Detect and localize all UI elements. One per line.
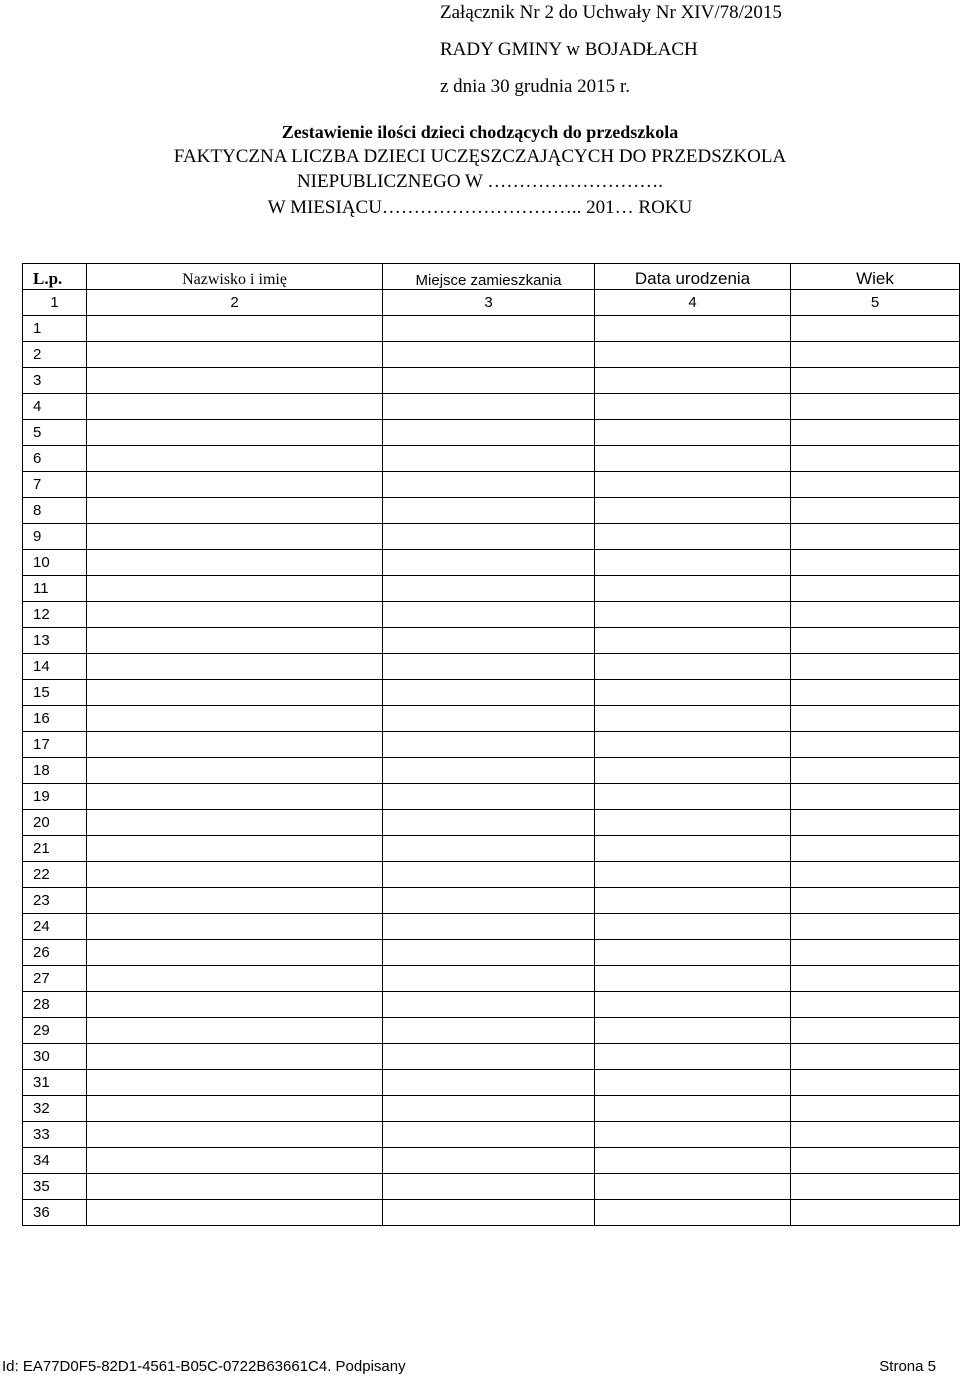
birth-date-cell[interactable] (595, 784, 791, 810)
table-row (23, 446, 960, 472)
residence-cell[interactable] (383, 1044, 595, 1070)
title-line-4: W MIESIĄCU………………………….. 201… ROKU (267, 197, 693, 218)
row-number: 28 (23, 992, 87, 1018)
row-number: 35 (23, 1174, 87, 1200)
birth-date-cell[interactable] (595, 1148, 791, 1174)
birth-date-cell[interactable] (595, 368, 791, 394)
row-number: 3 (23, 368, 87, 394)
birth-date-cell[interactable] (595, 1070, 791, 1096)
attachment-line: Załącznik Nr 2 do Uchwały Nr XIV/78/2015 (440, 2, 782, 23)
row-number: 16 (23, 706, 87, 732)
table-row (23, 966, 960, 992)
birth-date-cell[interactable] (595, 342, 791, 368)
age-cell[interactable] (791, 628, 960, 654)
row-number: 6 (23, 446, 87, 472)
table-body (23, 290, 960, 1226)
birth-date-cell[interactable] (595, 810, 791, 836)
birth-date-cell[interactable] (595, 966, 791, 992)
age-cell[interactable] (791, 810, 960, 836)
row-number: 34 (23, 1148, 87, 1174)
table-row (23, 342, 960, 368)
name-cell[interactable] (87, 810, 383, 836)
residence-cell[interactable] (383, 966, 595, 992)
name-cell[interactable] (87, 732, 383, 758)
name-cell[interactable] (87, 836, 383, 862)
birth-date-cell[interactable] (595, 680, 791, 706)
age-cell[interactable] (791, 316, 960, 342)
birth-date-cell[interactable] (595, 914, 791, 940)
age-cell[interactable] (791, 1122, 960, 1148)
age-cell[interactable] (791, 706, 960, 732)
residence-cell[interactable] (383, 368, 595, 394)
table-row (23, 888, 960, 914)
residence-cell[interactable] (383, 1200, 595, 1226)
birth-date-cell[interactable] (595, 862, 791, 888)
age-cell[interactable] (791, 602, 960, 628)
name-cell[interactable] (87, 1070, 383, 1096)
table-row (23, 706, 960, 732)
age-cell[interactable] (791, 862, 960, 888)
title-line-2: FAKTYCZNA LICZBA DZIECI UCZĘSZCZAJĄCYCH DO PRZEDSZKOLA (173, 146, 787, 167)
table-row (23, 940, 960, 966)
row-number: 31 (23, 1070, 87, 1096)
row-number: 29 (23, 1018, 87, 1044)
birth-date-cell[interactable] (595, 550, 791, 576)
column-number: 3 (383, 290, 595, 316)
age-cell[interactable] (791, 576, 960, 602)
row-number: 9 (23, 524, 87, 550)
name-cell[interactable] (87, 524, 383, 550)
table-row (23, 784, 960, 810)
row-number: 22 (23, 862, 87, 888)
table-row (23, 836, 960, 862)
age-cell[interactable] (791, 1148, 960, 1174)
name-cell[interactable] (87, 394, 383, 420)
age-cell[interactable] (791, 524, 960, 550)
residence-cell[interactable] (383, 940, 595, 966)
birth-date-cell[interactable] (595, 472, 791, 498)
age-cell[interactable] (791, 342, 960, 368)
table-row (23, 992, 960, 1018)
header-birth-date: Data urodzenia (595, 264, 791, 290)
birth-date-cell[interactable] (595, 524, 791, 550)
age-cell[interactable] (791, 1044, 960, 1070)
column-number: 1 (23, 290, 87, 316)
children-table (22, 263, 960, 1226)
age-cell[interactable] (791, 446, 960, 472)
age-cell[interactable] (791, 680, 960, 706)
residence-cell[interactable] (383, 1018, 595, 1044)
birth-date-cell[interactable] (595, 576, 791, 602)
age-cell[interactable] (791, 1018, 960, 1044)
birth-date-cell[interactable] (595, 446, 791, 472)
birth-date-cell[interactable] (595, 654, 791, 680)
residence-cell[interactable] (383, 524, 595, 550)
row-number: 21 (23, 836, 87, 862)
birth-date-cell[interactable] (595, 836, 791, 862)
header-name: Nazwisko i imię (87, 264, 383, 290)
age-cell[interactable] (791, 1070, 960, 1096)
column-number: 5 (791, 290, 960, 316)
birth-date-cell[interactable] (595, 394, 791, 420)
residence-cell[interactable] (383, 472, 595, 498)
document-title (0, 120, 960, 221)
residence-cell[interactable] (383, 732, 595, 758)
header-lp: L.p. (23, 264, 87, 290)
residence-cell[interactable] (383, 1070, 595, 1096)
table-row (23, 732, 960, 758)
table-row (23, 1174, 960, 1200)
residence-cell[interactable] (383, 992, 595, 1018)
birth-date-cell[interactable] (595, 732, 791, 758)
row-number: 11 (23, 576, 87, 602)
table-row (23, 394, 960, 420)
birth-date-cell[interactable] (595, 1044, 791, 1070)
name-cell[interactable] (87, 992, 383, 1018)
row-number: 2 (23, 342, 87, 368)
name-cell[interactable] (87, 1200, 383, 1226)
residence-cell[interactable] (383, 1174, 595, 1200)
table-row (23, 862, 960, 888)
birth-date-cell[interactable] (595, 1174, 791, 1200)
age-cell[interactable] (791, 758, 960, 784)
birth-date-cell[interactable] (595, 628, 791, 654)
column-number: 4 (595, 290, 791, 316)
age-cell[interactable] (791, 992, 960, 1018)
name-cell[interactable] (87, 758, 383, 784)
row-number: 12 (23, 602, 87, 628)
name-cell[interactable] (87, 914, 383, 940)
table-row (23, 550, 960, 576)
table-row (23, 420, 960, 446)
name-cell[interactable] (87, 472, 383, 498)
age-cell[interactable] (791, 914, 960, 940)
age-cell[interactable] (791, 654, 960, 680)
residence-cell[interactable] (383, 394, 595, 420)
row-number: 18 (23, 758, 87, 784)
name-cell[interactable] (87, 888, 383, 914)
residence-cell[interactable] (383, 420, 595, 446)
header-age: Wiek (791, 264, 960, 290)
row-number: 26 (23, 940, 87, 966)
residence-cell[interactable] (383, 602, 595, 628)
residence-cell[interactable] (383, 628, 595, 654)
date-line: z dnia 30 grudnia 2015 r. (440, 76, 630, 97)
residence-cell[interactable] (383, 706, 595, 732)
table-row (23, 1200, 960, 1226)
table-row (23, 1148, 960, 1174)
birth-date-cell[interactable] (595, 1200, 791, 1226)
name-cell[interactable] (87, 420, 383, 446)
row-number: 36 (23, 1200, 87, 1226)
council-line: RADY GMINY w BOJADŁACH (440, 39, 698, 60)
name-cell[interactable] (87, 654, 383, 680)
birth-date-cell[interactable] (595, 316, 791, 342)
birth-date-cell[interactable] (595, 1096, 791, 1122)
residence-cell[interactable] (383, 446, 595, 472)
name-cell[interactable] (87, 316, 383, 342)
table-row (23, 1070, 960, 1096)
name-cell[interactable] (87, 1148, 383, 1174)
birth-date-cell[interactable] (595, 498, 791, 524)
birth-date-cell[interactable] (595, 420, 791, 446)
residence-cell[interactable] (383, 680, 595, 706)
residence-cell[interactable] (383, 1122, 595, 1148)
name-cell[interactable] (87, 966, 383, 992)
name-cell[interactable] (87, 1122, 383, 1148)
table-row (23, 628, 960, 654)
row-number: 27 (23, 966, 87, 992)
birth-date-cell[interactable] (595, 1122, 791, 1148)
table-row (23, 1096, 960, 1122)
header-residence: Miejsce zamieszkania (383, 264, 595, 290)
column-number-row (23, 290, 960, 316)
table-row (23, 914, 960, 940)
table-row (23, 368, 960, 394)
table-row (23, 1122, 960, 1148)
name-cell[interactable] (87, 446, 383, 472)
residence-cell[interactable] (383, 316, 595, 342)
table-row (23, 1044, 960, 1070)
table-row (23, 654, 960, 680)
name-cell[interactable] (87, 1174, 383, 1200)
table-row (23, 680, 960, 706)
table-row (23, 602, 960, 628)
name-cell[interactable] (87, 576, 383, 602)
age-cell[interactable] (791, 1174, 960, 1200)
residence-cell[interactable] (383, 654, 595, 680)
name-cell[interactable] (87, 784, 383, 810)
name-cell[interactable] (87, 1044, 383, 1070)
name-cell[interactable] (87, 550, 383, 576)
birth-date-cell[interactable] (595, 758, 791, 784)
birth-date-cell[interactable] (595, 888, 791, 914)
row-number: 7 (23, 472, 87, 498)
row-number: 14 (23, 654, 87, 680)
table-row (23, 472, 960, 498)
residence-cell[interactable] (383, 888, 595, 914)
document-id: Id: EA77D0F5-82D1-4561-B05C-0722B63661C4. Podpisany (2, 1358, 406, 1375)
row-number: 8 (23, 498, 87, 524)
name-cell[interactable] (87, 706, 383, 732)
residence-cell[interactable] (383, 1096, 595, 1122)
residence-cell[interactable] (383, 862, 595, 888)
residence-cell[interactable] (383, 498, 595, 524)
column-number: 2 (87, 290, 383, 316)
page-footer (0, 1358, 960, 1378)
row-number: 20 (23, 810, 87, 836)
page-number: Strona 5 (879, 1358, 936, 1375)
age-cell[interactable] (791, 472, 960, 498)
birth-date-cell[interactable] (595, 602, 791, 628)
age-cell[interactable] (791, 1096, 960, 1122)
row-number: 4 (23, 394, 87, 420)
table-header-row (23, 264, 960, 290)
name-cell[interactable] (87, 368, 383, 394)
row-number: 5 (23, 420, 87, 446)
row-number: 32 (23, 1096, 87, 1122)
row-number: 23 (23, 888, 87, 914)
table-row (23, 316, 960, 342)
table-row (23, 758, 960, 784)
residence-cell[interactable] (383, 784, 595, 810)
birth-date-cell[interactable] (595, 1018, 791, 1044)
row-number: 19 (23, 784, 87, 810)
birth-date-cell[interactable] (595, 940, 791, 966)
table-row (23, 524, 960, 550)
age-cell[interactable] (791, 368, 960, 394)
table-row (23, 1018, 960, 1044)
age-cell[interactable] (791, 836, 960, 862)
name-cell[interactable] (87, 940, 383, 966)
residence-cell[interactable] (383, 1148, 595, 1174)
age-cell[interactable] (791, 888, 960, 914)
residence-cell[interactable] (383, 758, 595, 784)
age-cell[interactable] (791, 420, 960, 446)
name-cell[interactable] (87, 342, 383, 368)
row-number: 10 (23, 550, 87, 576)
title-line-1: Zestawienie ilości dzieci chodzących do przedszkola (281, 122, 679, 142)
name-cell[interactable] (87, 680, 383, 706)
row-number: 17 (23, 732, 87, 758)
row-number: 24 (23, 914, 87, 940)
title-line-3: NIEPUBLICZNEGO W ………………………. (296, 171, 664, 192)
age-cell[interactable] (791, 966, 960, 992)
row-number: 30 (23, 1044, 87, 1070)
age-cell[interactable] (791, 940, 960, 966)
residence-cell[interactable] (383, 342, 595, 368)
age-cell[interactable] (791, 784, 960, 810)
table-row (23, 576, 960, 602)
name-cell[interactable] (87, 1096, 383, 1122)
residence-cell[interactable] (383, 836, 595, 862)
row-number: 13 (23, 628, 87, 654)
row-number: 15 (23, 680, 87, 706)
age-cell[interactable] (791, 550, 960, 576)
birth-date-cell[interactable] (595, 992, 791, 1018)
age-cell[interactable] (791, 498, 960, 524)
name-cell[interactable] (87, 628, 383, 654)
age-cell[interactable] (791, 394, 960, 420)
residence-cell[interactable] (383, 550, 595, 576)
age-cell[interactable] (791, 732, 960, 758)
table-row (23, 810, 960, 836)
residence-cell[interactable] (383, 576, 595, 602)
age-cell[interactable] (791, 1200, 960, 1226)
row-number: 1 (23, 316, 87, 342)
document-header (440, 0, 940, 111)
table-row (23, 498, 960, 524)
name-cell[interactable] (87, 602, 383, 628)
name-cell[interactable] (87, 1018, 383, 1044)
residence-cell[interactable] (383, 810, 595, 836)
birth-date-cell[interactable] (595, 706, 791, 732)
name-cell[interactable] (87, 498, 383, 524)
residence-cell[interactable] (383, 914, 595, 940)
row-number: 33 (23, 1122, 87, 1148)
name-cell[interactable] (87, 862, 383, 888)
